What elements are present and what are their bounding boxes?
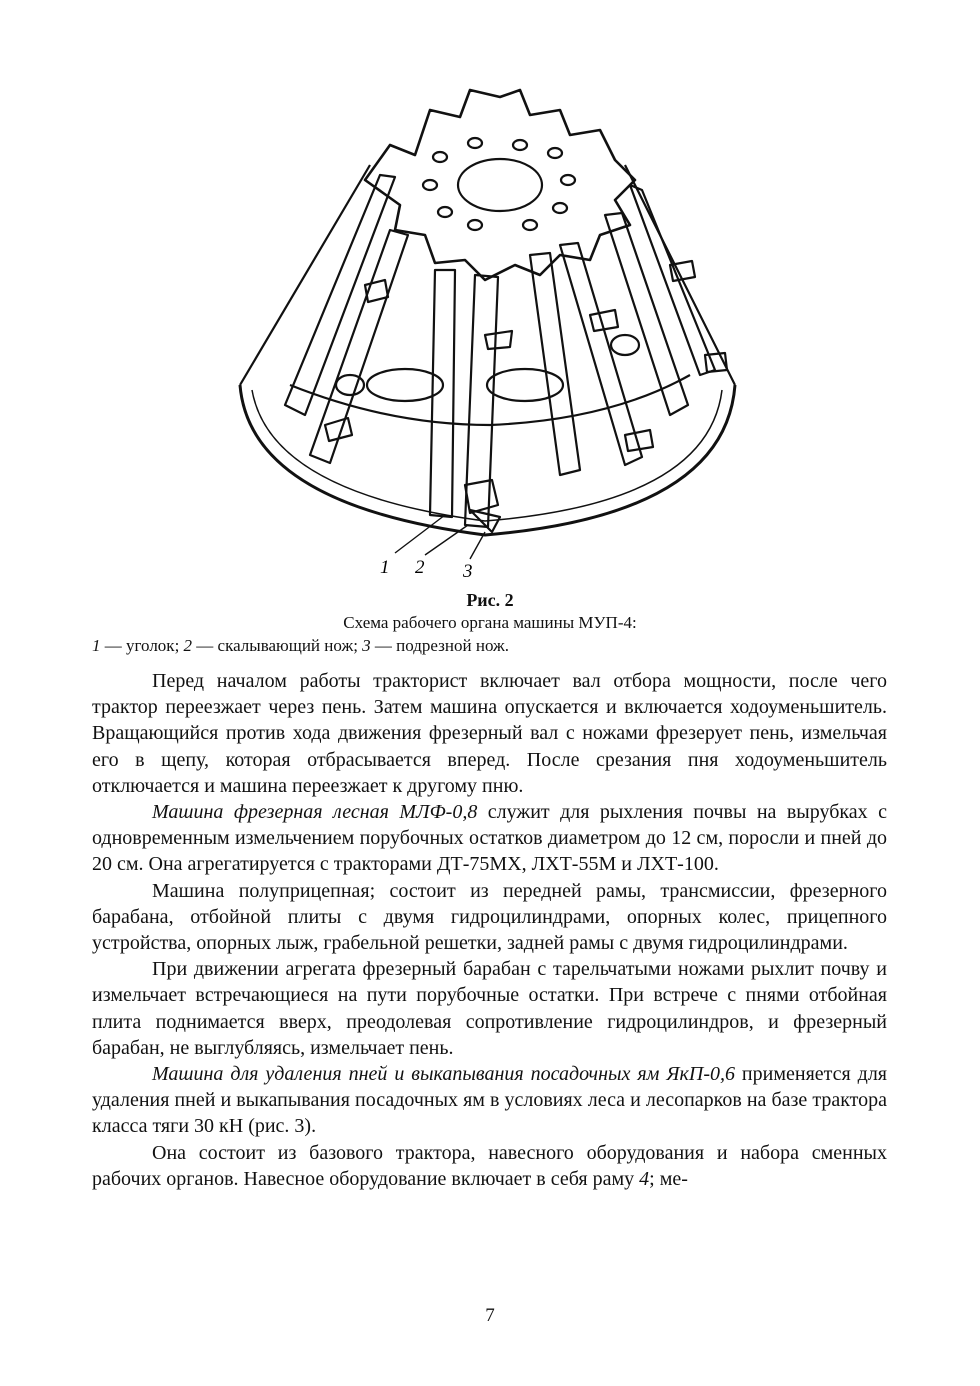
legend-num-2: 2 — [183, 636, 193, 655]
legend-num-1: 1 — [92, 636, 101, 655]
paragraph-text: служит для рыхления почвы на вырубках с одновременным измельчением порубочных остатков диаметром до 12 см, поросли и пней до 20 см. Она агрегатируется с тракторами ДТ-75МХ, ЛХТ-55М и ЛХТ-100. — [92, 801, 888, 876]
paragraph — [92, 956, 887, 1061]
paragraph-text: При движении агрегата фрезерный барабан с тарельчатыми ножами рыхлит почву и измельчает встречающиеся на пути порубочные остатки. При встрече с пнями отбойная плита поднимается вверх, преодолевая сопротивление гидроцилиндров, и фрезерный барабан, не выглубляясь, измельчает пень. — [92, 958, 887, 1059]
paragraph — [92, 1140, 887, 1192]
machine-name: Машина фрезерная лесная МЛФ-0,8 — [152, 801, 478, 824]
legend-text-3: — подрезной нож. — [370, 636, 510, 655]
legend-num-3: 3 — [362, 636, 371, 655]
paragraph-text: Она состоит из базового трактора, навесного оборудования и набора сменных рабочих органов. Навесное оборудование включает в себя раму — [92, 1141, 887, 1190]
paragraph-tail: ; ме- — [649, 1167, 688, 1190]
legend-text-1: — уголок; — [100, 636, 184, 655]
cone-drum-drawing — [230, 85, 750, 585]
figure-mup4-working-body — [230, 85, 750, 585]
paragraph — [92, 878, 887, 957]
body-text — [92, 668, 887, 1192]
paragraph-text: применяется для удаления пней и выкапывания посадочных ям в условиях леса и лесопарков на базе трактора класса тяги 30 кН (рис. 3). — [92, 1063, 887, 1138]
page-number: 7 — [485, 1305, 495, 1326]
figure-label-1: 1 — [380, 557, 390, 578]
legend-text-2: — скалывающий нож; — [192, 636, 363, 655]
paragraph — [92, 1061, 887, 1140]
paragraph-text: Перед началом работы тракторист включает вал отбора мощности, после чего трактор переезжает через пень. Затем машина опускается и включается ходоуменьшитель. Вращающийся против хода движения фрезерный вал с ножами фрезерует пень, измельчая его в щепу, которая отбрасывается вперед. После срезания пня ходоуменьшитель отключается и машина переезжает к другому пню. — [92, 670, 887, 797]
machine-name: Машина для удаления пней и выкапывания посадочных ям ЯкП-0,6 — [152, 1063, 735, 1086]
reference-number: 4 — [639, 1167, 650, 1190]
figure-label-2: 2 — [415, 557, 425, 578]
paragraph-text: Машина полуприцепная; состоит из передней рамы, трансмиссии, фрезерного барабана, отбойной плиты с двумя гидроцилиндрами, опорных колес, прицепного устройства, опорных лыж, грабельной решетки, задней рамы с двумя гидроцилиндрами. — [92, 879, 887, 955]
figure-legend — [92, 636, 509, 656]
figure-label-3: 3 — [463, 561, 473, 582]
paragraph — [92, 799, 887, 878]
figure-title: Рис. 2 — [466, 590, 514, 610]
figure-subtitle: Схема рабочего органа машины МУП-4: — [343, 613, 637, 632]
paragraph — [92, 668, 887, 799]
